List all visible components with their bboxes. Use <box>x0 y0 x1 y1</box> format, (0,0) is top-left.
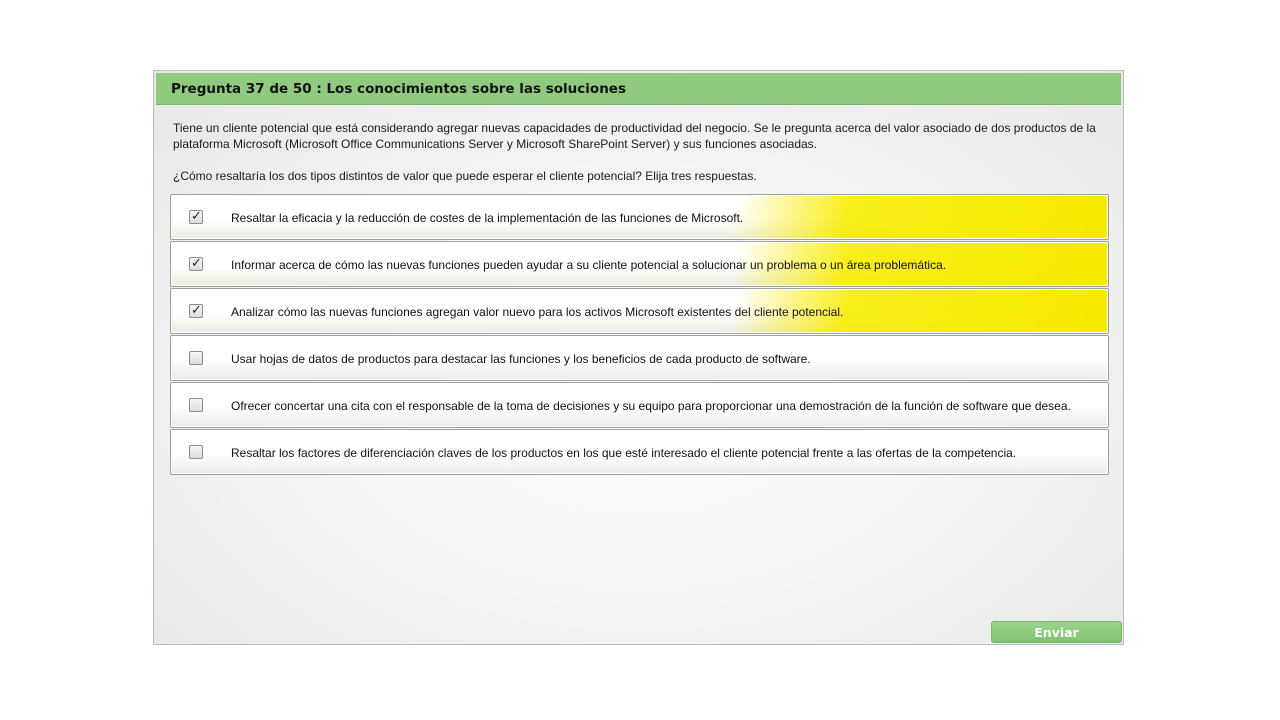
answer-label: Informar acerca de cómo las nuevas funciones pueden ayudar a su cliente potencial a solucionar un problema o un área problemática. <box>231 258 947 272</box>
answer-options <box>170 194 1109 476</box>
answer-checkbox[interactable] <box>189 257 203 271</box>
answer-label: Resaltar los factores de diferenciación claves de los productos en los que esté interesado el cliente potencial frente a las ofertas de la competencia. <box>231 446 1017 460</box>
answer-option-5[interactable] <box>170 382 1109 428</box>
answer-option-6[interactable] <box>170 429 1109 475</box>
answer-label: Usar hojas de datos de productos para destacar las funciones y los beneficios de cada producto de software. <box>231 352 811 366</box>
answer-checkbox[interactable] <box>189 304 203 318</box>
answer-checkbox[interactable] <box>189 398 203 412</box>
question-text: Tiene un cliente potencial que está considerando agregar nuevas capacidades de productividad del negocio. Se le pregunta acerca del valor asociado de dos productos de la plataforma Microsoft (Microsoft Office Communications Server y Microsoft SharePoint Server) y sus funciones asociadas. <box>173 121 1096 151</box>
answer-checkbox[interactable] <box>189 351 203 365</box>
answer-checkbox[interactable] <box>189 210 203 224</box>
answer-option-1[interactable] <box>170 194 1109 240</box>
answer-option-3[interactable] <box>170 288 1109 334</box>
submit-button[interactable]: Enviar <box>991 621 1122 643</box>
answer-option-4[interactable] <box>170 335 1109 381</box>
answer-label: Analizar cómo las nuevas funciones agregan valor nuevo para los activos Microsoft existentes del cliente potencial. <box>231 305 844 319</box>
check-icon: ✓ <box>191 209 202 224</box>
answer-label: Resaltar la eficacia y la reducción de costes de la implementación de las funciones de Microsoft. <box>231 211 744 225</box>
question-prompt: ¿Cómo resaltaría los dos tipos distintos de valor que puede esperar el cliente potencial? Elija tres respuestas. <box>173 169 757 183</box>
question-header <box>156 73 1121 105</box>
answer-label: Ofrecer concertar una cita con el responsable de la toma de decisiones y su equipo para proporcionar una demostración de la función de software que desea. <box>231 399 1071 413</box>
question-title: Pregunta 37 de 50 : Los conocimientos sobre las soluciones <box>171 80 626 97</box>
quiz-panel <box>153 70 1124 645</box>
check-icon: ✓ <box>191 256 202 271</box>
check-icon: ✓ <box>191 303 202 318</box>
answer-option-2[interactable] <box>170 241 1109 287</box>
answer-checkbox[interactable] <box>189 445 203 459</box>
